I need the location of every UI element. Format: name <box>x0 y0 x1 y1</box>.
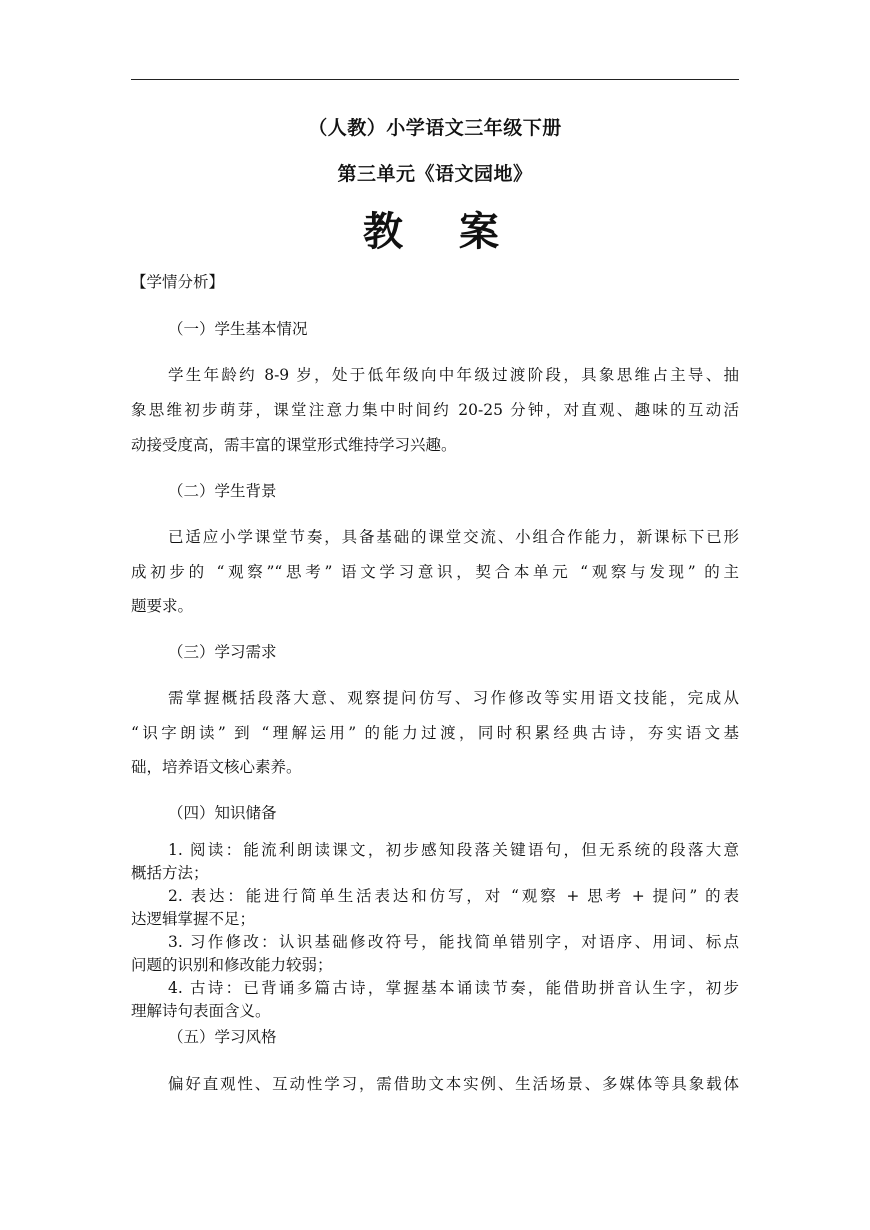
paragraph-line: 象思维初步萌芽，课堂注意力集中时间约 20-25 分钟，对直观、趣味的互动活 <box>131 401 739 419</box>
paragraph-line: 学生年龄约 8-9 岁，处于低年级向中年级过渡阶段，具象思维占主导、抽 <box>168 366 739 384</box>
subsection-heading-needs: （三）学习需求 <box>168 643 277 661</box>
paragraph-line: “识字朗读” 到 “理解运用” 的能力过渡，同时积累经典古诗，夯实语文基 <box>131 724 739 742</box>
list-item-line: 1. 阅读：能流利朗读课文，初步感知段落关键语句，但无系统的段落大意 <box>168 841 739 859</box>
subsection-heading-style: （五）学习风格 <box>168 1028 277 1046</box>
paragraph-line: 题要求。 <box>131 597 194 615</box>
document-title-line1: （人教）小学语文三年级下册 <box>308 117 562 139</box>
header-rule <box>131 79 739 80</box>
subsection-heading-knowledge: （四）知识储备 <box>168 804 277 822</box>
subsection-heading-basic: （一）学生基本情况 <box>168 320 308 338</box>
paragraph-line: 需掌握概括段落大意、观察提问仿写、习作修改等实用语文技能，完成从 <box>168 689 739 707</box>
paragraph-line: 已适应小学课堂节奏，具备基础的课堂交流、小组合作能力，新课标下已形 <box>168 528 739 546</box>
section-heading-analysis: 【学情分析】 <box>131 273 225 291</box>
paragraph-line: 偏好直观性、互动性学习，需借助文本实例、生活场景、多媒体等具象载体 <box>168 1075 739 1093</box>
subsection-heading-background: （二）学生背景 <box>168 482 277 500</box>
paragraph-line: 动接受度高，需丰富的课堂形式维持学习兴趣。 <box>131 436 457 454</box>
list-item-line: 问题的识别和修改能力较弱； <box>131 956 333 974</box>
list-item-line: 2. 表达：能进行简单生活表达和仿写，对 “观察 + 思考 + 提问” 的表 <box>168 887 739 905</box>
list-item-line: 达逻辑掌握不足； <box>131 910 256 928</box>
paragraph-line: 成初步的 “观察”“思考” 语文学习意识，契合本单元 “观察与发现” 的主 <box>131 563 739 581</box>
list-item-line: 理解诗句表面含义。 <box>131 1002 271 1020</box>
document-main-title: 教 案 <box>363 208 507 255</box>
paragraph-line: 础，培养语文核心素养。 <box>131 758 302 776</box>
list-item-line: 概括方法； <box>131 864 209 882</box>
document-title-line2: 第三单元《语文园地》 <box>337 163 533 185</box>
list-item-line: 4. 古诗：已背诵多篇古诗，掌握基本诵读节奏，能借助拼音认生字，初步 <box>168 979 739 997</box>
list-item-line: 3. 习作修改：认识基础修改符号，能找简单错别字，对语序、用词、标点 <box>168 933 739 951</box>
